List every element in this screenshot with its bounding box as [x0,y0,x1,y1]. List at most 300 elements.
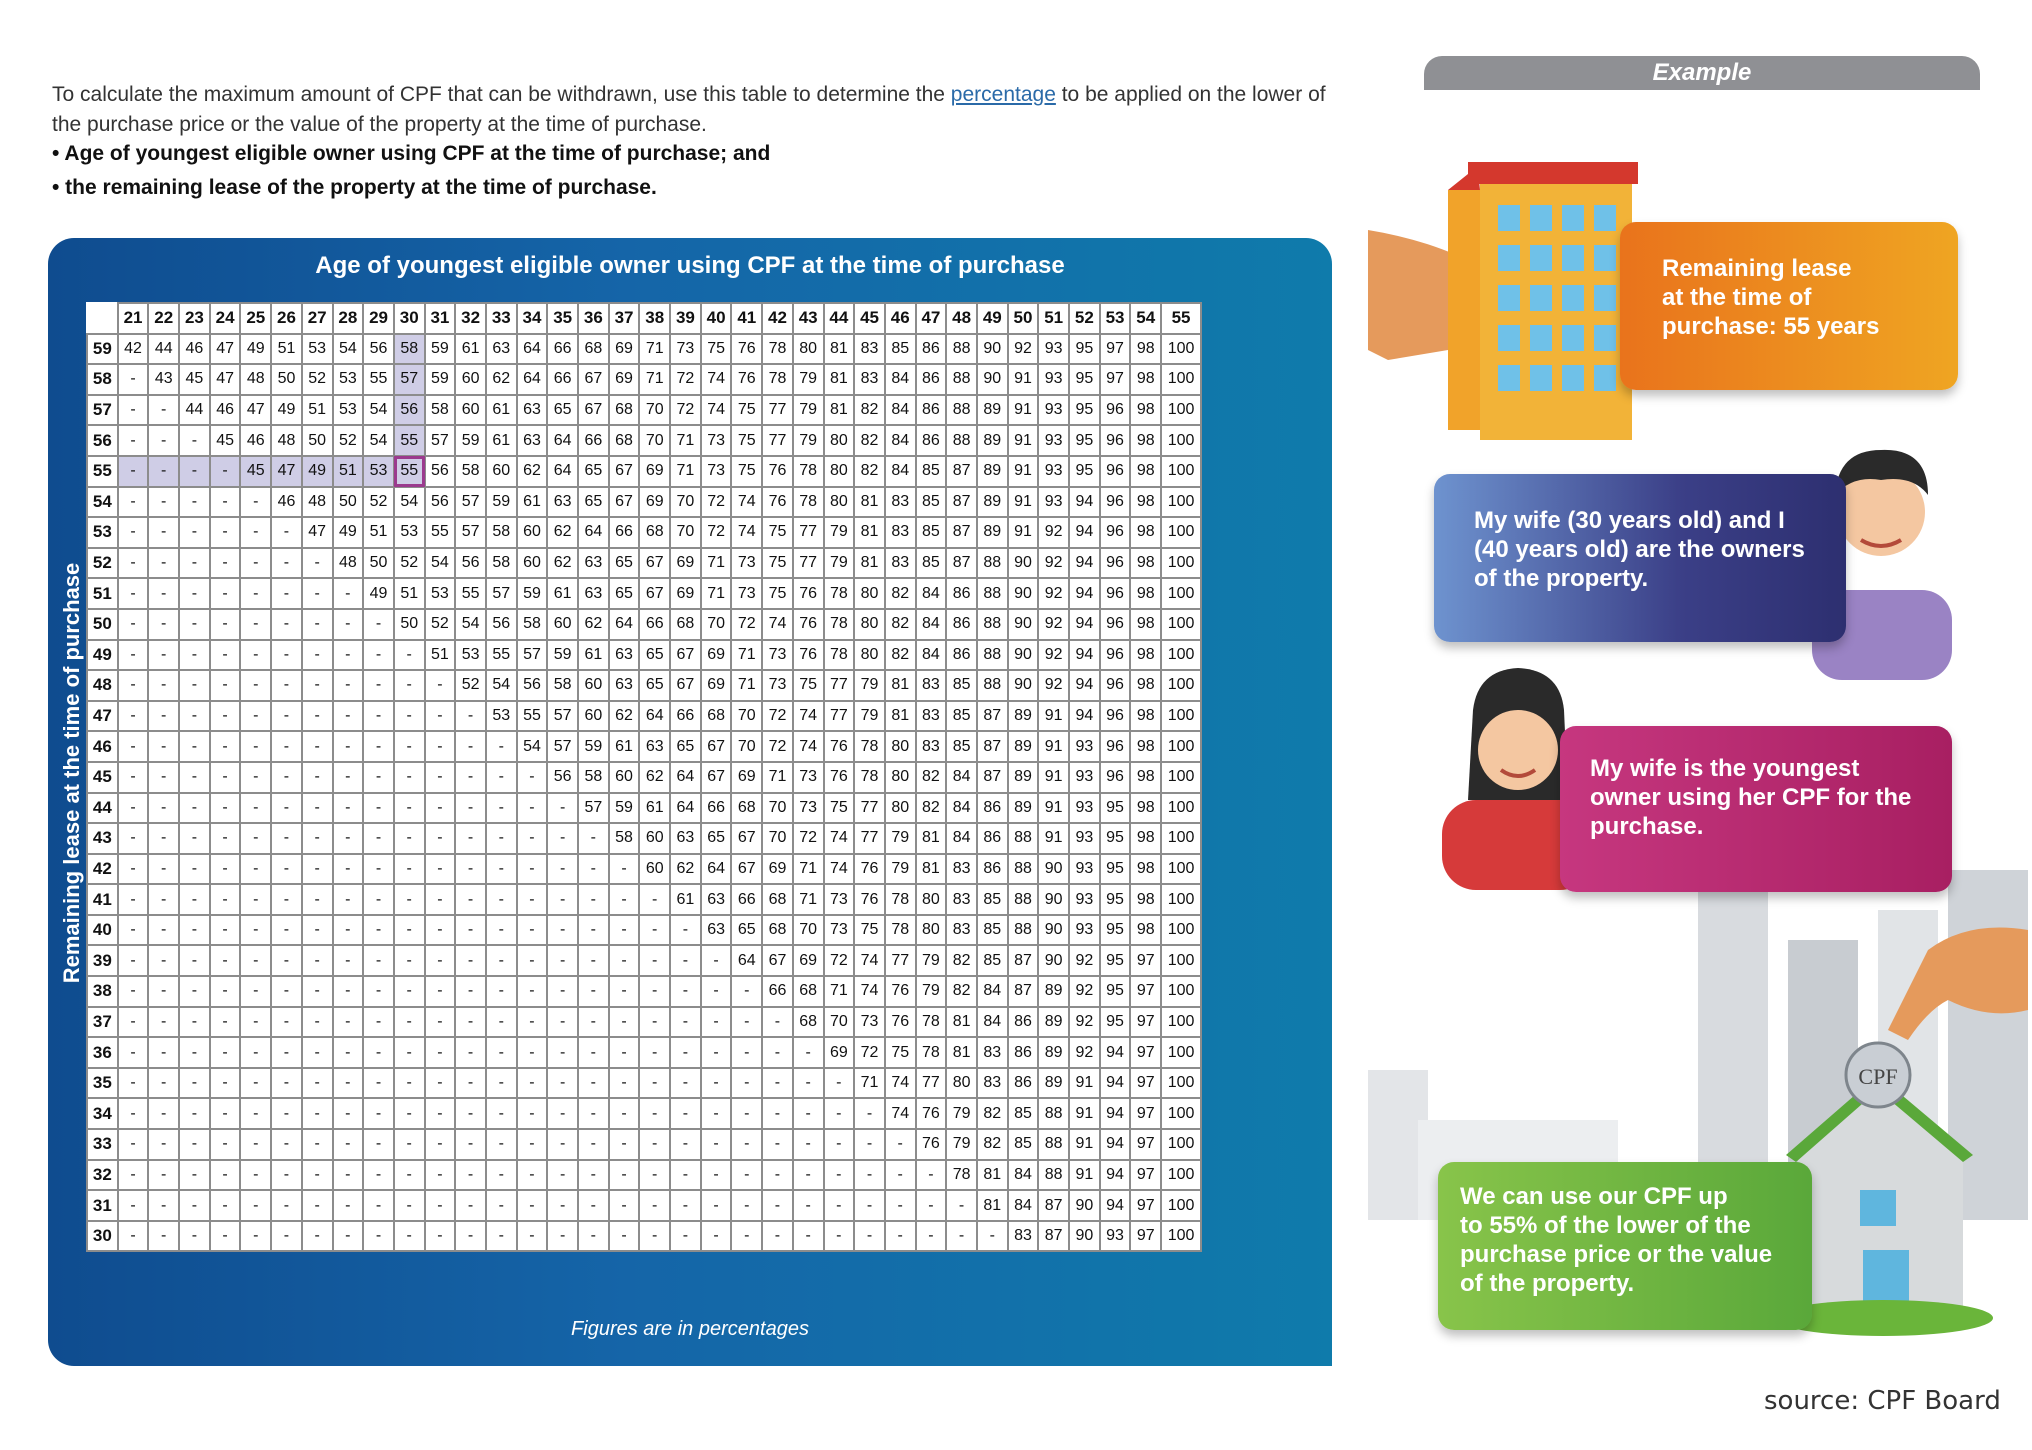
table-cell: - [302,1037,333,1068]
table-cell: 98 [1130,793,1161,824]
table-cell: 86 [946,640,977,671]
table-cell: 73 [824,915,855,946]
table-cell: 95 [1069,395,1100,426]
table-cell: 60 [547,609,578,640]
table-cell: 83 [854,364,885,395]
table-cell: - [394,854,425,885]
table-cell: 67 [670,640,701,671]
table-cell: 78 [824,640,855,671]
table-cell: 44 [148,334,179,365]
table-cell: 95 [1100,976,1131,1007]
table-cell: 62 [639,762,670,793]
table-row [87,609,1201,640]
table-cell: - [639,1160,670,1191]
table-cell: - [824,1221,855,1252]
table-cell: 79 [946,1098,977,1129]
table-cell: - [394,793,425,824]
table-cell: - [118,1160,149,1191]
table-cell: - [240,1221,271,1252]
table-cell: 73 [824,884,855,915]
table-cell: - [547,915,578,946]
table-cell: - [271,976,302,1007]
table-cell: - [271,701,302,732]
table-cell: - [210,609,241,640]
table-cell: - [793,1037,824,1068]
table-cell: 48 [302,487,333,518]
table-cell: - [240,854,271,885]
table-cell: 82 [885,640,916,671]
table-cell: 68 [701,701,732,732]
lease-header-38: 38 [87,976,118,1007]
table-cell: 78 [916,1007,947,1038]
table-cell: - [210,1190,241,1221]
table-cell: 56 [394,395,425,426]
table-cell: 65 [578,456,609,487]
table-cell: 64 [578,517,609,548]
table-cell: - [425,1037,456,1068]
table-cell: 55 [455,578,486,609]
table-cell: 76 [762,487,793,518]
table-cell: 56 [486,609,517,640]
table-cell: - [302,1098,333,1129]
percentage-link[interactable]: percentage [950,83,1056,106]
table-cell: 100 [1161,395,1201,426]
age-header-54: 54 [1130,303,1161,334]
table-cell: - [425,1190,456,1221]
table-cell: - [271,1190,302,1221]
table-cell: 77 [762,395,793,426]
card4-line2: to 55% of the lower of the [1460,1212,1751,1239]
table-cell: 72 [670,364,701,395]
table-cell: 82 [946,945,977,976]
table-cell: - [455,1129,486,1160]
table-cell: 95 [1069,425,1100,456]
table-cell: - [302,548,333,579]
table-cell: 97 [1130,1007,1161,1038]
table-row [87,425,1201,456]
table-cell: - [148,854,179,885]
table-cell: 93 [1069,762,1100,793]
lease-header-31: 31 [87,1190,118,1221]
table-cell: - [394,1037,425,1068]
table-cell: - [363,701,394,732]
age-header-35: 35 [547,303,578,334]
table-cell: 84 [946,762,977,793]
table-cell: 100 [1161,731,1201,762]
table-cell: - [179,487,210,518]
table-cell: 80 [824,456,855,487]
table-cell: - [333,640,364,671]
table-cell: - [271,793,302,824]
table-cell: 89 [1038,976,1069,1007]
table-cell: - [578,1098,609,1129]
table-cell: - [517,1221,548,1252]
table-cell: 97 [1130,945,1161,976]
table-cell: - [394,1098,425,1129]
table-cell: 96 [1100,731,1131,762]
table-cell: 92 [1069,1007,1100,1038]
table-cell: 93 [1069,793,1100,824]
table-side-label: Remaining lease at the time of purchase [59,562,84,984]
table-cell: - [394,1190,425,1221]
table-cell: - [578,1068,609,1099]
table-cell: - [333,1037,364,1068]
table-cell: 89 [1008,762,1039,793]
table-cell: - [240,793,271,824]
table-cell: 44 [179,395,210,426]
table-cell: - [210,548,241,579]
table-cell: 53 [425,578,456,609]
table-cell: 51 [271,334,302,365]
table-cell: - [210,487,241,518]
table-cell: 72 [731,609,762,640]
table-cell: 79 [885,823,916,854]
table-cell: 98 [1130,334,1161,365]
table-cell: 74 [885,1068,916,1099]
lease-header-54: 54 [87,487,118,518]
table-cell: 98 [1130,884,1161,915]
table-cell: 60 [517,517,548,548]
table-cell: - [731,1098,762,1129]
table-cell: 86 [916,364,947,395]
table-cell: - [394,1160,425,1191]
table-cell: 68 [609,395,640,426]
table-cell: - [824,1098,855,1129]
table-cell: 52 [363,487,394,518]
table-cell: - [793,1068,824,1099]
table-cell: - [455,701,486,732]
table-cell: - [854,1160,885,1191]
table-cell: - [148,395,179,426]
table-cell: 58 [394,334,425,365]
table-cell: 86 [977,793,1008,824]
table-cell: 56 [547,762,578,793]
table-cell: 63 [486,334,517,365]
table-cell: - [148,487,179,518]
bullet-lease: • the remaining lease of the property at the time of purchase. [52,176,657,199]
table-cell: - [118,670,149,701]
table-cell: 81 [824,395,855,426]
table-cell: - [425,823,456,854]
table-cell: - [670,1160,701,1191]
card-youngest-owner [1560,726,1952,892]
table-cell: 74 [793,731,824,762]
table-cell: - [639,945,670,976]
table-cell: - [179,915,210,946]
table-cell: - [333,1221,364,1252]
table-cell: 84 [1008,1190,1039,1221]
table-cell: 82 [885,609,916,640]
table-cell: 76 [762,456,793,487]
table-cell: 88 [1038,1129,1069,1160]
table-cell: - [394,823,425,854]
table-cell: - [425,793,456,824]
table-cell: 89 [1008,701,1039,732]
table-row [87,701,1201,732]
table-cell: - [333,1068,364,1099]
table-cell: - [210,915,241,946]
table-cell: 54 [517,731,548,762]
table-cell: 80 [885,793,916,824]
table-cell: 67 [731,823,762,854]
table-cell: 53 [302,334,333,365]
table-cell: - [240,609,271,640]
table-cell: 98 [1130,915,1161,946]
table-cell: - [148,762,179,793]
table-cell: 72 [793,823,824,854]
lease-header-37: 37 [87,1007,118,1038]
table-cell: - [455,823,486,854]
table-cell: - [302,823,333,854]
table-cell: 49 [333,517,364,548]
age-header-25: 25 [240,303,271,334]
table-cell: 50 [394,609,425,640]
table-cell: 81 [854,517,885,548]
table-cell: 86 [916,334,947,365]
table-cell: 61 [609,731,640,762]
table-cell: - [271,1037,302,1068]
table-cell: - [517,884,548,915]
table-cell: 75 [824,793,855,824]
table-cell: 47 [302,517,333,548]
table-cell: 57 [455,517,486,548]
table-cell: 95 [1100,793,1131,824]
table-cell: - [578,1160,609,1191]
table-cell: - [179,1007,210,1038]
table-cell: - [762,1037,793,1068]
table-cell: 63 [609,670,640,701]
table-cell: 91 [1008,395,1039,426]
table-cell: 56 [425,487,456,518]
table-cell: 53 [363,456,394,487]
table-cell: - [609,915,640,946]
table-row [87,1007,1201,1038]
table-cell: 93 [1069,731,1100,762]
table-cell: - [486,823,517,854]
table-cell: 84 [1008,1160,1039,1191]
table-cell: 88 [977,578,1008,609]
table-cell: 77 [916,1068,947,1099]
table-cell: 47 [210,334,241,365]
table-cell: 69 [701,640,732,671]
age-header-48: 48 [946,303,977,334]
table-cell: - [639,1068,670,1099]
table-cell: - [210,762,241,793]
table-cell: - [578,1037,609,1068]
table-cell: - [210,1037,241,1068]
table-cell: 98 [1130,456,1161,487]
table-cell: - [455,762,486,793]
table-cell: 83 [916,670,947,701]
table-row [87,1068,1201,1099]
table-cell: 57 [547,731,578,762]
table-cell: - [271,945,302,976]
table-row [87,1129,1201,1160]
intro-text-before: To calculate the maximum amount of CPF that can be withdrawn, use this table to determine the [52,83,951,106]
table-cell: 64 [547,425,578,456]
table-cell: 87 [1038,1221,1069,1252]
table-cell: 65 [701,823,732,854]
table-cell: 45 [179,364,210,395]
table-cell: 46 [179,334,210,365]
table-cell: - [639,1221,670,1252]
table-cell: 76 [793,640,824,671]
table-cell: 90 [977,334,1008,365]
table-cell: 87 [977,701,1008,732]
table-cell: - [363,1129,394,1160]
table-cell: 51 [333,456,364,487]
table-cell: 77 [793,548,824,579]
table-cell: 82 [854,456,885,487]
table-cell: - [179,793,210,824]
table-cell: - [578,823,609,854]
table-cell: 52 [455,670,486,701]
table-cell: - [240,701,271,732]
table-cell: - [486,1098,517,1129]
table-cell: 71 [639,364,670,395]
age-header-21: 21 [118,303,149,334]
table-cell: - [148,456,179,487]
table-cell: 80 [885,731,916,762]
table-cell: 73 [854,1007,885,1038]
table-cell: - [578,1221,609,1252]
table-cell: - [302,578,333,609]
lease-header-45: 45 [87,762,118,793]
table-cell: - [762,1190,793,1221]
table-cell: - [394,1221,425,1252]
table-cell: 74 [824,854,855,885]
table-cell: - [148,945,179,976]
table-cell: - [609,854,640,885]
table-cell: - [363,1037,394,1068]
table-cell: 73 [762,670,793,701]
table-cell: 100 [1161,517,1201,548]
table-cell: 80 [916,915,947,946]
table-cell: 53 [394,517,425,548]
table-cell: 90 [1069,1190,1100,1221]
table-cell: 86 [916,395,947,426]
table-cell: 85 [1008,1098,1039,1129]
table-cell: - [486,1160,517,1191]
table-cell: 98 [1130,425,1161,456]
table-cell: 94 [1069,609,1100,640]
table-cell: 66 [578,425,609,456]
table-cell: 94 [1100,1160,1131,1191]
table-cell: 80 [793,334,824,365]
lease-header-56: 56 [87,425,118,456]
table-cell: - [425,1221,456,1252]
table-cell: 78 [824,609,855,640]
table-cell: 98 [1130,578,1161,609]
table-cell: 84 [885,395,916,426]
table-cell: 60 [639,823,670,854]
table-cell: 77 [885,945,916,976]
table-cell: - [762,1098,793,1129]
table-cell: - [394,762,425,793]
table-cell: 92 [1038,640,1069,671]
table-cell: 66 [701,793,732,824]
table-cell: 68 [670,609,701,640]
table-cell: 75 [793,670,824,701]
table-cell: - [731,1068,762,1099]
table-cell: - [179,731,210,762]
table-cell: - [118,701,149,732]
table-cell: - [885,1129,916,1160]
table-cell: 83 [977,1037,1008,1068]
table-cell: 61 [547,578,578,609]
table-cell: 83 [916,731,947,762]
table-cell: 83 [946,854,977,885]
table-cell: 80 [854,609,885,640]
table-cell: - [210,1221,241,1252]
table-cell: - [547,945,578,976]
table-cell: 100 [1161,1129,1201,1160]
table-cell: 77 [854,823,885,854]
table-cell: - [762,1160,793,1191]
table-cell: 48 [333,548,364,579]
table-cell: 90 [1008,670,1039,701]
table-cell: 61 [455,334,486,365]
table-cell: - [670,915,701,946]
table-cell: 88 [1008,854,1039,885]
table-cell: 95 [1069,456,1100,487]
age-header-42: 42 [762,303,793,334]
table-cell: 58 [547,670,578,701]
table-cell: - [609,1160,640,1191]
table-cell: - [210,1007,241,1038]
table-cell: - [118,1221,149,1252]
table-cell: 63 [701,915,732,946]
table-cell: 97 [1130,1129,1161,1160]
table-cell: - [210,945,241,976]
table-cell: - [118,609,149,640]
table-cell: - [240,945,271,976]
table-cell: - [302,1221,333,1252]
table-cell: 78 [885,884,916,915]
lease-header-57: 57 [87,395,118,426]
table-cell: - [210,976,241,1007]
table-cell: 91 [1069,1129,1100,1160]
table-cell: 88 [977,670,1008,701]
table-cell: 75 [762,578,793,609]
table-cell: 64 [670,793,701,824]
lease-header-48: 48 [87,670,118,701]
table-cell: 96 [1100,701,1131,732]
table-cell: 96 [1100,517,1131,548]
table-cell: - [363,640,394,671]
table-cell: 62 [486,364,517,395]
table-cell: 97 [1130,1037,1161,1068]
table-cell: 46 [240,425,271,456]
table-cell: - [517,1037,548,1068]
table-cell: 71 [731,670,762,701]
table-cell: 97 [1130,1221,1161,1252]
table-cell: 58 [425,395,456,426]
table-cell: - [609,1190,640,1221]
age-header-30: 30 [394,303,425,334]
table-cell: - [302,640,333,671]
table-cell: - [854,1190,885,1221]
table-cell: - [578,915,609,946]
table-cell: - [670,1129,701,1160]
table-cell: - [333,609,364,640]
table-cell: - [179,823,210,854]
table-cell: - [517,1160,548,1191]
table-cell: 75 [731,395,762,426]
table-cell: 80 [885,762,916,793]
table-cell: 86 [916,425,947,456]
table-cell: - [609,976,640,1007]
